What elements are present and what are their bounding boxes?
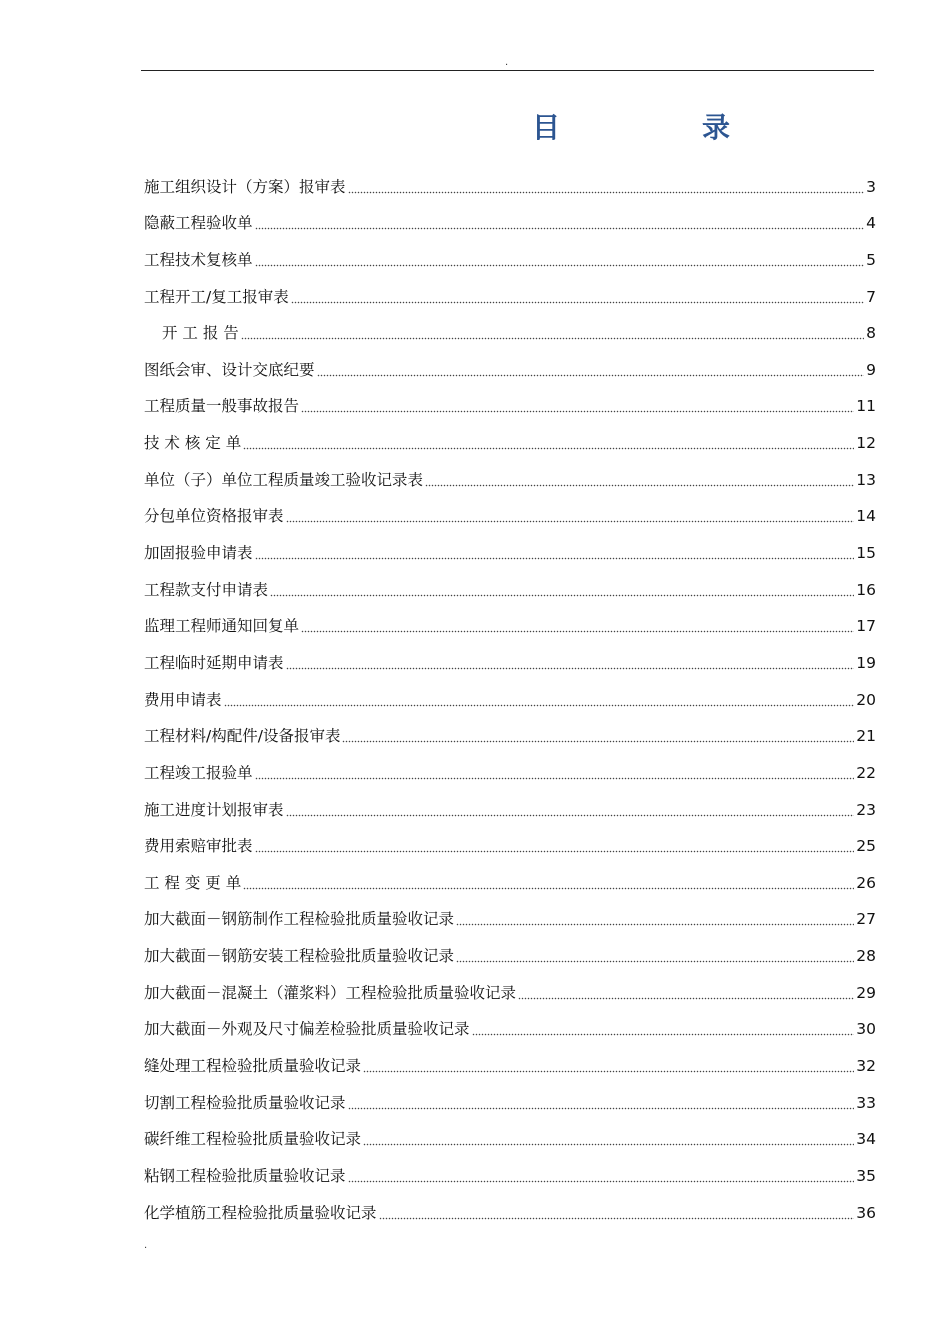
- toc-leader-dots: [363, 1132, 854, 1146]
- toc-entry-label: 切割工程检验批质量验收记录: [144, 1093, 346, 1112]
- toc-entry[interactable]: [144, 160, 876, 197]
- toc-entry-label: 粘钢工程检验批质量验收记录: [144, 1166, 346, 1185]
- toc-entry-label: 工程材料/构配件/设备报审表: [144, 727, 341, 746]
- toc-entry[interactable]: [144, 1186, 876, 1223]
- toc-leader-dots: [472, 1022, 855, 1036]
- toc-entry-page: 30: [856, 1020, 876, 1039]
- toc-entry-page: 17: [856, 617, 876, 636]
- toc-entry-page: 36: [856, 1203, 876, 1222]
- toc-leader-dots: [224, 693, 855, 707]
- toc-entry-label: 工程开工/复工报审表: [144, 287, 289, 306]
- toc-entry-page: 14: [856, 507, 876, 526]
- toc-entry-page: 32: [856, 1057, 876, 1076]
- toc-entry-label: 工 程 变 更 单: [144, 873, 242, 892]
- toc-entry-page: 8: [866, 324, 876, 343]
- toc-title: [520, 106, 760, 146]
- toc-entry[interactable]: [144, 746, 876, 783]
- toc-entry-label: 技 术 核 定 单: [144, 434, 242, 453]
- toc-entry-page: 34: [856, 1130, 876, 1149]
- toc-entry[interactable]: [144, 1003, 876, 1040]
- toc-leader-dots: [363, 1059, 854, 1073]
- toc-entry[interactable]: [144, 966, 876, 1003]
- toc-entry-label: 工程临时延期申请表: [144, 653, 284, 672]
- toc-entry[interactable]: [144, 893, 876, 930]
- toc-entry[interactable]: [144, 343, 876, 380]
- toc-entry[interactable]: [144, 453, 876, 490]
- header-dot: .: [505, 57, 509, 68]
- toc-leader-dots: [241, 326, 864, 340]
- toc-entry[interactable]: [144, 197, 876, 234]
- toc-entry-label: 费用申请表: [144, 690, 222, 709]
- toc-entry-page: 25: [856, 837, 876, 856]
- toc-entry-label: 监理工程师通知回复单: [144, 617, 300, 636]
- toc-entry-page: 22: [856, 763, 876, 782]
- toc-leader-dots: [348, 1096, 855, 1110]
- toc-entry-label: 工程质量一般事故报告: [144, 397, 300, 416]
- toc-entry-label: 工程款支付申请表: [144, 580, 269, 599]
- toc-entry[interactable]: [144, 270, 876, 307]
- toc-entry[interactable]: [144, 636, 876, 673]
- toc-entry[interactable]: [144, 1149, 876, 1186]
- toc-entry[interactable]: [144, 820, 876, 857]
- toc-leader-dots: [270, 583, 854, 597]
- toc-leader-dots: [379, 1206, 855, 1220]
- toc-leader-dots: [255, 839, 855, 853]
- toc-entry[interactable]: [144, 600, 876, 637]
- toc-entry-page: 19: [856, 653, 876, 672]
- toc-entry[interactable]: [144, 526, 876, 563]
- toc-entry-page: 12: [856, 434, 876, 453]
- toc-entry[interactable]: [144, 929, 876, 966]
- toc-entry-label: 加固报验申请表: [144, 544, 253, 563]
- toc-entry-label: 碳纤维工程检验批质量验收记录: [144, 1130, 362, 1149]
- toc-entry[interactable]: [144, 416, 876, 453]
- toc-leader-dots: [286, 803, 855, 817]
- toc-entry-page: 29: [856, 983, 876, 1002]
- toc-leader-dots: [286, 509, 855, 523]
- header-rule: [141, 70, 874, 71]
- toc-entry-page: 21: [856, 727, 876, 746]
- toc-entry-label: 工程技术复核单: [144, 250, 253, 269]
- toc-leader-dots: [342, 729, 854, 743]
- toc-leader-dots: [456, 912, 854, 926]
- toc-entry-page: 28: [856, 947, 876, 966]
- toc-entry-label: 分包单位资格报审表: [144, 507, 284, 526]
- toc-entry[interactable]: [144, 710, 876, 747]
- toc-entry-page: 33: [856, 1093, 876, 1112]
- toc-leader-dots: [425, 473, 854, 487]
- toc-entry[interactable]: [144, 380, 876, 417]
- toc-entry-label: 单位（子）单位工程质量竣工验收记录表: [144, 470, 424, 489]
- toc-leader-dots: [317, 363, 865, 377]
- toc-entry[interactable]: [144, 233, 876, 270]
- toc-entry-page: 3: [866, 177, 876, 196]
- toc-entry-page: 4: [866, 214, 876, 233]
- toc-entry-label: 工程竣工报验单: [144, 763, 253, 782]
- toc-entry-label: 图纸会审、设计交底纪要: [144, 360, 315, 379]
- toc-leader-dots: [243, 876, 854, 890]
- toc-entry-page: 9: [866, 360, 876, 379]
- toc-entry-page: 13: [856, 470, 876, 489]
- toc-entry-page: 26: [856, 873, 876, 892]
- toc-leader-dots: [348, 1169, 855, 1183]
- toc-entry-label: 开 工 报 告: [162, 324, 239, 343]
- toc-entry-page: 35: [856, 1166, 876, 1185]
- toc-leader-dots: [456, 949, 854, 963]
- toc-leader-dots: [243, 436, 854, 450]
- toc-title-char-2: 录: [702, 111, 731, 144]
- toc-title-char-1: 目: [532, 111, 561, 144]
- toc-entry-page: 27: [856, 910, 876, 929]
- toc-entry[interactable]: [144, 1039, 876, 1076]
- toc-entry-page: 7: [866, 287, 876, 306]
- toc-entry-page: 23: [856, 800, 876, 819]
- toc-entry-page: 5: [866, 250, 876, 269]
- toc-entry-page: 15: [856, 544, 876, 563]
- toc-entry-label: 加大截面－钢筋制作工程检验批质量验收记录: [144, 910, 455, 929]
- toc-leader-dots: [255, 216, 865, 230]
- toc-entry-label: 加大截面－混凝土（灌浆料）工程检验批质量验收记录: [144, 983, 517, 1002]
- toc-entry[interactable]: [144, 490, 876, 527]
- toc-entry-label: 施工进度计划报审表: [144, 800, 284, 819]
- toc-leader-dots: [301, 399, 854, 413]
- toc-entry-label: 加大截面－外观及尺寸偏差检验批质量验收记录: [144, 1020, 470, 1039]
- footer-dot: .: [144, 1240, 148, 1251]
- toc-leader-dots: [301, 619, 854, 633]
- toc-leader-dots: [255, 253, 865, 267]
- toc-entry[interactable]: [144, 1113, 876, 1150]
- toc-leader-dots: [255, 766, 855, 780]
- toc-entry-page: 16: [856, 580, 876, 599]
- toc-entry[interactable]: [144, 1076, 876, 1113]
- toc-entry-label: 施工组织设计（方案）报审表: [144, 177, 346, 196]
- toc-entry[interactable]: [144, 783, 876, 820]
- toc-entry[interactable]: [144, 856, 876, 893]
- toc-entry[interactable]: [144, 673, 876, 710]
- toc-leader-dots: [286, 656, 855, 670]
- toc-entry-label: 隐蔽工程验收单: [144, 214, 253, 233]
- toc-leader-dots: [291, 290, 864, 304]
- toc-entry-page: 20: [856, 690, 876, 709]
- toc-leader-dots: [348, 180, 865, 194]
- toc-entry-label: 化学植筋工程检验批质量验收记录: [144, 1203, 377, 1222]
- toc-leader-dots: [518, 986, 854, 1000]
- toc-list: [144, 160, 876, 1223]
- toc-entry-label: 缝处理工程检验批质量验收记录: [144, 1057, 362, 1076]
- toc-entry-label: 费用索赔审批表: [144, 837, 253, 856]
- toc-entry[interactable]: [144, 563, 876, 600]
- toc-leader-dots: [255, 546, 855, 560]
- toc-entry[interactable]: [144, 307, 876, 344]
- toc-entry-page: 11: [856, 397, 876, 416]
- toc-entry-label: 加大截面－钢筋安装工程检验批质量验收记录: [144, 947, 455, 966]
